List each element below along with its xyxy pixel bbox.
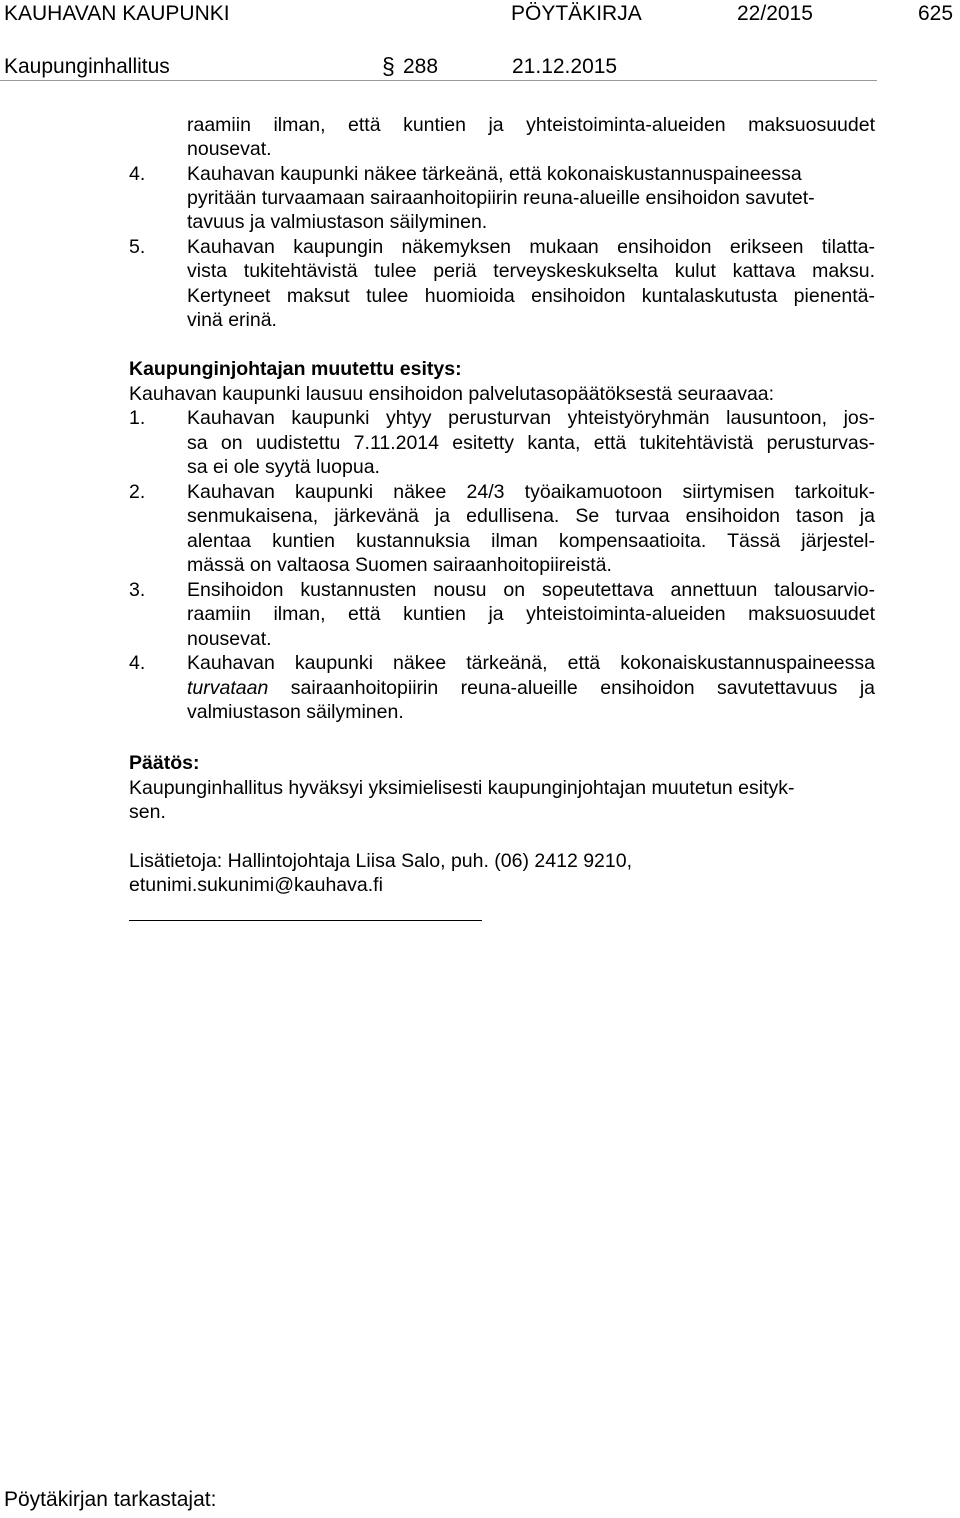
reviewers-label: Pöytäkirjan tarkastajat: [4,1488,217,1511]
list-item-line: Kauhavan kaupunki näkee tärkeänä, että kokonaiskustannuspaineessa [187,163,802,185]
meeting-date: 21.12.2015 [512,55,618,78]
decision-heading: Päätös: [129,752,200,774]
section-sign: § [382,53,395,79]
header-rule [0,80,877,81]
section-number: 288 [403,55,439,78]
contact-email: etunimi.sukunimi@kauhava.fi [129,874,383,896]
list-item-line: sa ei ole syytä luopua. [187,456,380,478]
doc-type: PÖYTÄKIRJA [511,2,642,25]
list-item-line: tavuus ja valmiustason säilyminen. [187,211,488,233]
list-item-line: nousevat. [187,628,272,650]
list-item-line: valmiustason säilyminen. [187,701,404,723]
decision-line: Kaupunginhallitus hyväksyi yksimielisesti kaupunginjohtajan muutetun esityk- [129,777,795,799]
doc-number: 22/2015 [737,2,813,25]
list-number: 2. [129,481,146,503]
list-item-line: mässä on valtaosa Suomen sairaanhoitopiireistä. [187,554,612,576]
list-item-line: senmukaisena, järkevänä ja edullisena. Se turvaa ensihoidon tason ja [187,505,875,527]
proposal-lead: Kauhavan kaupunki lausuu ensihoidon palvelutasopäätöksestä seuraavaa: [129,383,775,405]
list-item-line: Ensihoidon kustannusten nousu on sopeutettava annettuun talousarvio- [187,579,875,601]
list-item-line: pyritään turvaamaan sairaanhoitopiirin reuna-alueille ensihoidon savutet- [187,187,815,209]
proposal-heading: Kaupunginjohtajan muutettu esitys: [129,358,462,380]
intro-line: nousevat. [187,138,272,160]
list-item-line: alentaa kuntien kustannuksia ilman kompensaatioita. Tässä järjestel- [187,530,875,552]
list-item-line: vinä erinä. [187,309,277,331]
list-number: 4. [129,652,146,674]
list-number: 4. [129,163,146,185]
end-rule [129,920,482,921]
list-item-line-rest: sairaanhoitopiirin reuna-alueille ensihoidon savutettavuus ja [268,677,875,699]
list-item-line: Kertyneet maksut tulee huomioida ensihoidon kuntalaskutusta pienentä- [187,285,875,307]
list-item-line: Kauhavan kaupunki näkee tärkeänä, että kokonaiskustannuspaineessa [187,652,875,674]
page-number: 625 [918,2,954,25]
list-item-line: Kauhavan kaupunki yhtyy perusturvan yhteistyöryhmän lausuntoon, jos- [187,407,875,429]
list-item-line: Kauhavan kaupungin näkemyksen mukaan ensihoidon erikseen tilatta- [187,236,875,258]
body-name: Kaupunginhallitus [4,55,170,78]
emphasized-word: turvataan [187,677,269,699]
list-item-line: Kauhavan kaupunki näkee 24/3 työaikamuotoon siirtymisen tarkoituk- [187,481,875,503]
list-item-line: sa on uudistettu 7.11.2014 esitetty kanta, että tukitehtävistä perusturvas- [187,432,875,454]
list-number: 3. [129,579,146,601]
org-name: KAUHAVAN KAUPUNKI [4,2,230,25]
list-item-line: raamiin ilman, että kuntien ja yhteistoiminta-alueiden maksuosuudet [187,603,875,625]
list-number: 1. [129,407,146,429]
decision-line: sen. [129,801,166,823]
list-number: 5. [129,236,146,258]
contact-line: Lisätietoja: Hallintojohtaja Liisa Salo, puh. (06) 2412 9210, [129,850,633,872]
list-item-line [187,676,875,700]
list-item-line: vista tukitehtävistä tulee periä terveyskeskukselta kulut kattava maksu. [187,260,875,282]
intro-line: raamiin ilman, että kuntien ja yhteistoiminta-alueiden maksuosuudet [187,114,875,136]
